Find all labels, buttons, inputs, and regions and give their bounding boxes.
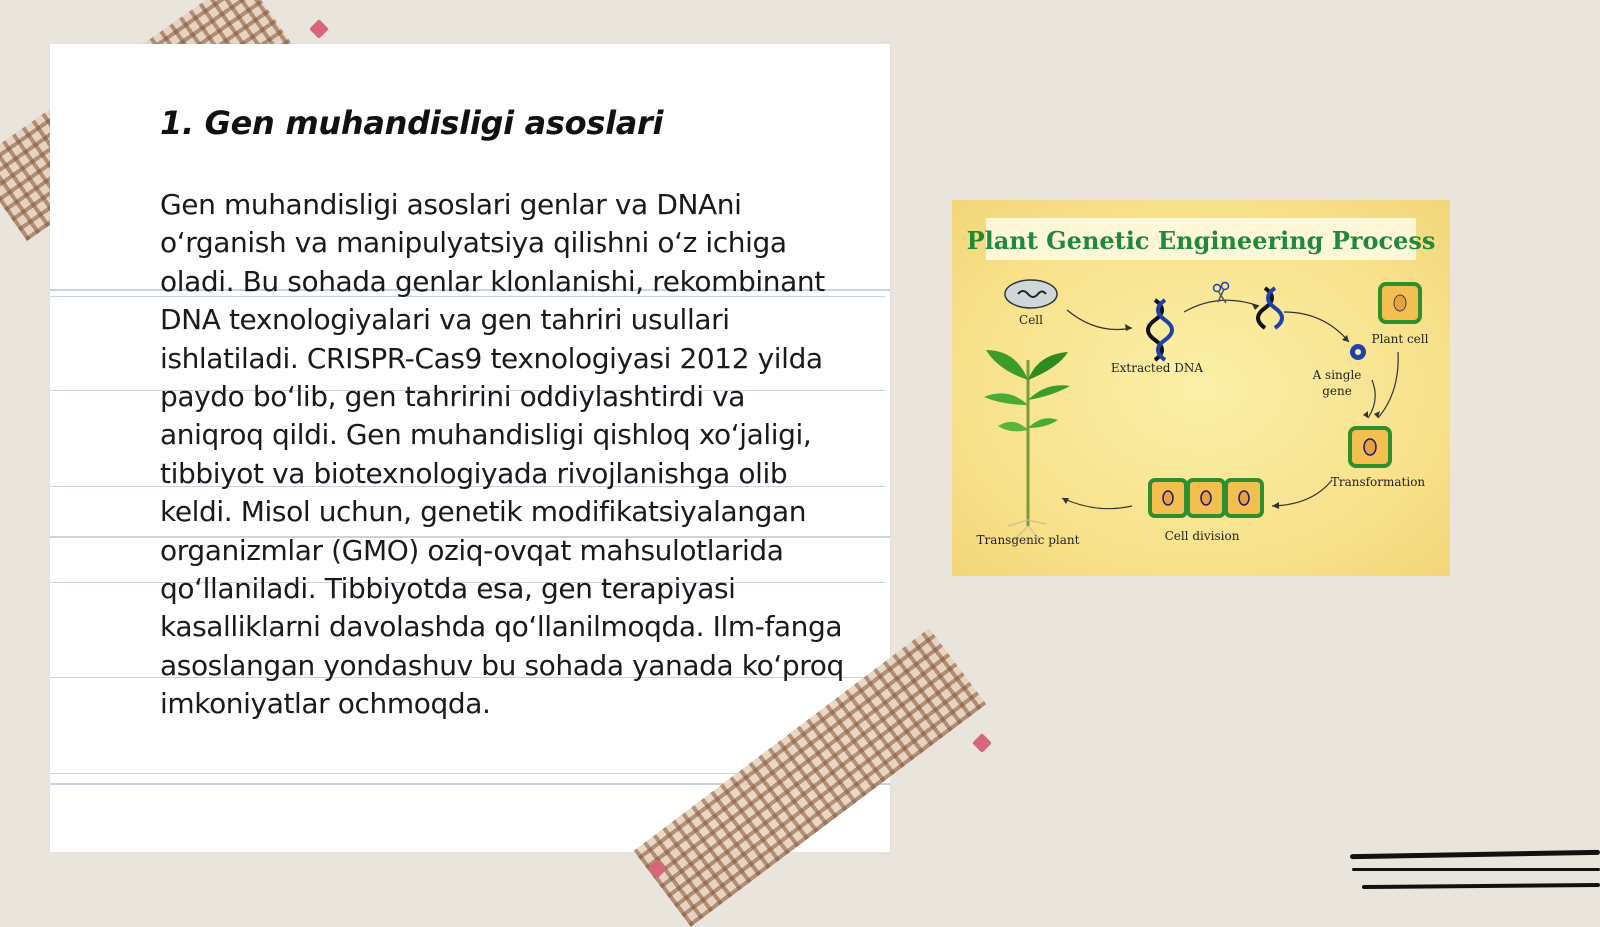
label-transgenic-plant: Transgenic plant	[976, 533, 1080, 547]
cut-dna-icon	[1258, 288, 1282, 328]
transgenic-plant-icon	[984, 350, 1070, 540]
label-single-gene-line1: A single	[1312, 368, 1362, 382]
nucleus-icon	[1364, 439, 1376, 455]
arrow-icon	[1272, 480, 1332, 506]
arrow-head-icon	[1363, 411, 1368, 418]
label-plant-cell: Plant cell	[1371, 332, 1429, 346]
tape-pin	[309, 19, 329, 39]
decorative-stroke	[1350, 850, 1600, 859]
single-gene-icon	[1350, 344, 1366, 360]
arrow-icon	[1378, 352, 1398, 418]
arrow-icon	[1368, 380, 1375, 418]
arrow-icon	[1184, 300, 1259, 312]
tape-pin	[972, 733, 992, 753]
arrow-head-icon	[1272, 502, 1279, 509]
arrow-head-icon	[1125, 324, 1132, 331]
label-cell-division: Cell division	[1164, 529, 1240, 543]
slide-title: 1. Gen muhandisligi asoslari	[160, 104, 664, 142]
dna-helix-icon	[1148, 300, 1172, 360]
nucleus-icon	[1394, 295, 1406, 311]
arrow-icon	[1062, 498, 1132, 509]
arrow-icon	[1284, 312, 1349, 342]
cell-icon	[1005, 280, 1057, 308]
label-single-gene-line2: gene	[1322, 384, 1352, 398]
decorative-stroke	[1352, 868, 1600, 871]
cell-division-icon	[1150, 480, 1262, 516]
arrow-icon	[1067, 310, 1132, 330]
decorative-stroke	[1362, 883, 1600, 889]
label-extracted-dna: Extracted DNA	[1110, 361, 1204, 375]
genetic-engineering-diagram	[952, 200, 1450, 576]
label-transformation: Transformation	[1330, 475, 1426, 489]
label-cell: Cell	[1019, 313, 1043, 327]
figure-title: Plant Genetic Engineering Process	[966, 226, 1436, 255]
slide-body-text: Gen muhandisligi asoslari genlar va DNAni o‘rganish va manipulyatsiya qilishni o‘z ichiga oladi. Bu sohada genlar klonlanishi, rekombinant DNA texnologiyalari va gen tahriri usullari ishlatiladi. CRISPR-Cas9 texnologiyasi 2012 yilda paydo bo‘lib, gen tahririni oddiylashtirdi va aniqroq qildi. Gen muhandisligi qishloq xo‘jaligi, tibbiyot va biotexnologiyada rivojlanishga olib keldi. Misol uchun, genetik modifikatsiyalangan organizmlar (GMO) oziq-ovqat mahsulotlarida qo‘llaniladi. Tibbiyotda esa, gen terapiyasi kasalliklarni davolashda qo‘llanilmoqda. Ilm-fanga asoslangan yondashuv bu sohada yanada ko‘proq imkoniyatlar ochmoqda.	[160, 188, 844, 721]
